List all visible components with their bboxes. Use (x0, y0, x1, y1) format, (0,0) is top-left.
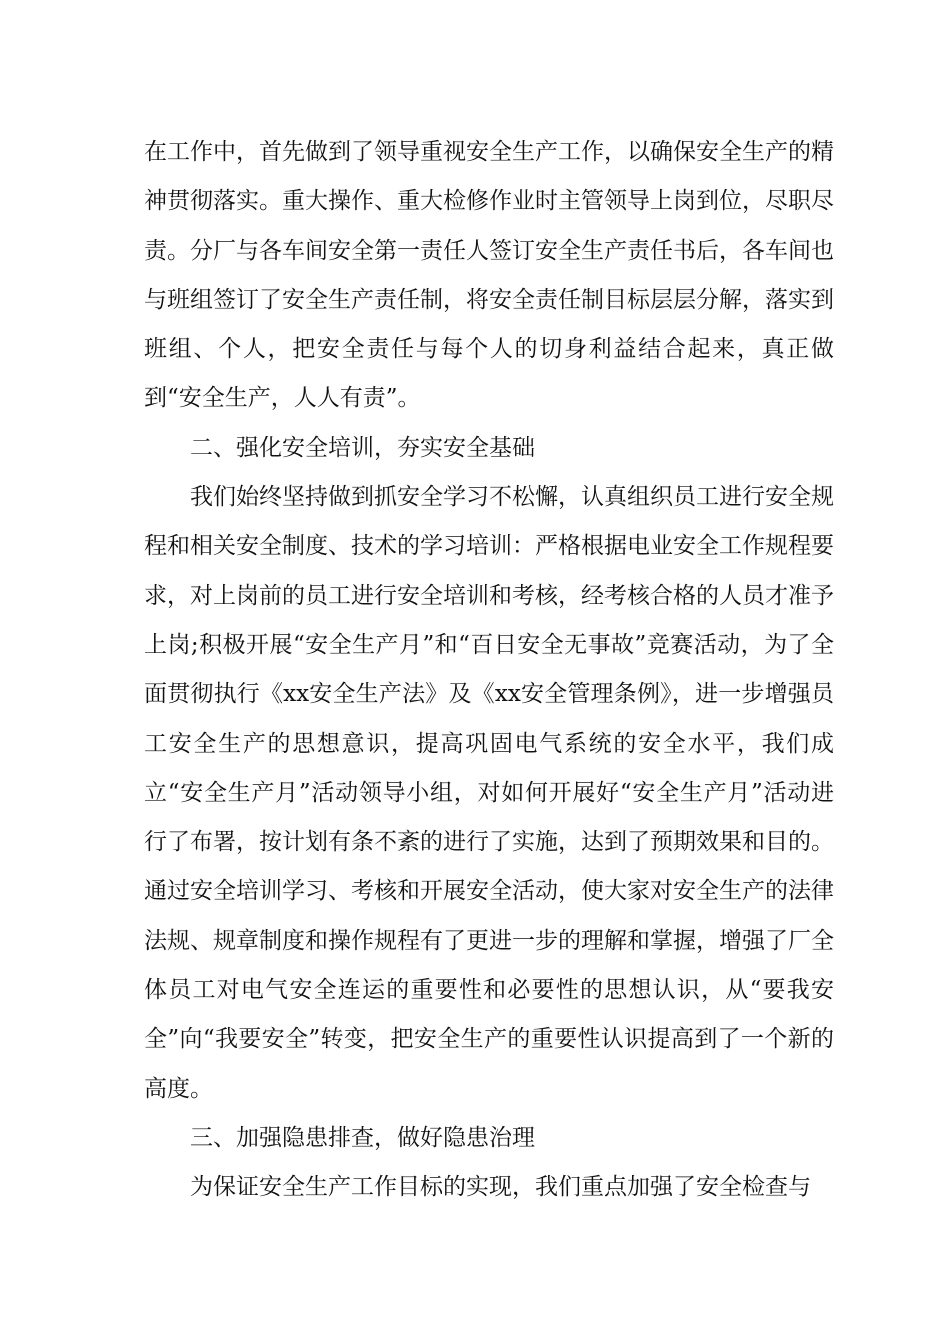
section-heading-hazards: 三、加强隐患排查，做好隐患治理 (190, 1124, 535, 1151)
section-heading-training: 二、强化安全培训，夯实安全基础 (190, 434, 535, 461)
paragraph-hazards: 为保证安全生产工作目标的实现，我们重点加强了安全检查与 (190, 1174, 811, 1201)
document-body (144, 128, 834, 1213)
paragraph-training: 我们始终坚持做到抓安全学习不松懈，认真组织员工进行安全规程和相关安全制度、技术的学习培训：严格根据电业安全工作规程要求，对上岗前的员工进行安全培训和考核，经考核合格的人员才准予上岗;积极开展“安全生产月”和“百日安全无事故”竞赛活动，为了全面贯彻执行《xx安全生产法》及《xx安全管理条例》，进一步增强员工安全生产的思想意识，提高巩固电气系统的安全水平，我们成立“安全生产月”活动领导小组，对如何开展好“安全生产月”活动进行了布署，按计划有条不紊的进行了实施，达到了预期效果和目的。通过安全培训学习、考核和开展安全活动，使大家对安全生产的法律法规、规章制度和操作规程有了更进一步的理解和掌握，增强了厂全体员工对电气安全连运的重要性和必要性的思想认识，从“要我安全”向“我要安全”转变，把安全生产的重要性认识提高到了一个新的高度。 (144, 484, 834, 1102)
paragraph-leadership: 在工作中，首先做到了领导重视安全生产工作，以确保安全生产的精神贯彻落实。重大操作、重大检修作业时主管领导上岗到位，尽职尽责。分厂与各车间安全第一责任人签订安全生产责任书后，各车间也与班组签订了安全生产责任制，将安全责任制目标层层分解，落实到班组、个人，把安全责任与每个人的切身利益结合起来，真正做到“安全生产，人人有责”。 (144, 139, 834, 412)
